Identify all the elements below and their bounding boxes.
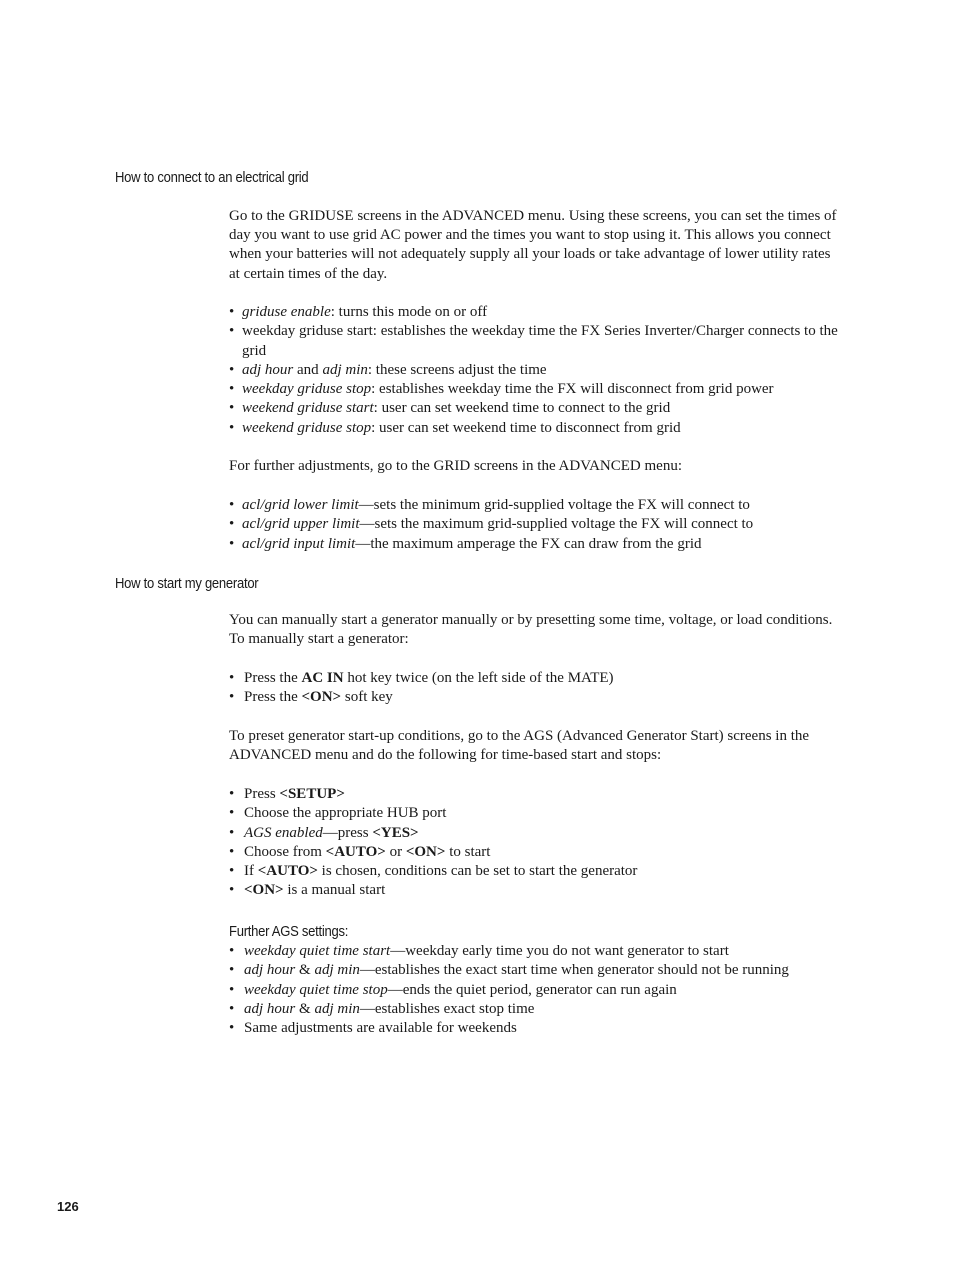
- list-item: • weekday quiet time stop—ends the quiet period, generator can run again: [229, 981, 677, 998]
- list-item: • AGS enabled—press <YES>: [229, 824, 419, 841]
- list-item: • acl/grid lower limit—sets the minimum grid-supplied voltage the FX will connect to: [229, 497, 750, 513]
- generator-intro-block: [229, 611, 844, 649]
- section-heading-generator: How to start my generator: [115, 576, 259, 592]
- manual-start-list-block: [229, 669, 844, 708]
- grid-limits-list-block: [229, 496, 844, 554]
- list-item: • <ON> is a manual start: [229, 882, 386, 899]
- list-item: • Press <SETUP>: [229, 786, 345, 802]
- grid-further-block: [229, 457, 844, 476]
- list-item: • Choose the appropriate HUB port: [229, 805, 447, 822]
- list-item: • Press the AC IN hot key twice (on the left side of the MATE): [229, 670, 614, 686]
- grid-further-paragraph: For further adjustments, go to the GRID screens in the ADVANCED menu:: [229, 458, 682, 474]
- list-item: • griduse enable: turns this mode on or off: [229, 304, 488, 320]
- ags-settings-list: [229, 942, 844, 1038]
- preset-list-block: [229, 785, 844, 901]
- list-item: • adj hour and adj min: these screens adjust the time: [229, 361, 547, 378]
- ags-settings-heading: Further AGS settings:: [229, 924, 349, 940]
- list-item: • Press the <ON> soft key: [229, 689, 393, 706]
- grid-intro-block: [229, 207, 844, 284]
- grid-intro-paragraph: Go to the GRIDUSE screens in the ADVANCED menu. Using these screens, you can set the times of day you want to use grid AC power and the times you want to stop using it. This allows you connect when your batteries will not adequately supply all your loads or take advantage of lower utility rates at certain times of the day.: [229, 208, 837, 282]
- grid-limits-list: [229, 496, 844, 554]
- list-item: • If <AUTO> is chosen, conditions can be set to start the generator: [229, 863, 638, 880]
- list-item: • Choose from <AUTO> or <ON> to start: [229, 843, 491, 860]
- page-number: 126: [57, 1199, 79, 1214]
- list-item: • weekday griduse start: establishes the weekday time the FX Series Inverter/Charger connects to the grid: [229, 323, 838, 359]
- ags-settings-block: [229, 923, 844, 1038]
- list-item: • weekday quiet time start—weekday early time you do not want generator to start: [229, 943, 729, 959]
- griduse-list-block: [229, 303, 844, 438]
- list-item: • acl/grid upper limit—sets the maximum grid-supplied voltage the FX will connect to: [229, 516, 754, 533]
- list-item: • weekend griduse stop: user can set weekend time to disconnect from grid: [229, 419, 681, 436]
- preset-intro-paragraph: To preset generator start-up conditions, go to the AGS (Advanced Generator Start) screens in the ADVANCED menu and do the following for time-based start and stops:: [229, 728, 810, 764]
- list-item: • weekend griduse start: user can set weekend time to connect to the grid: [229, 400, 671, 417]
- list-item: • Same adjustments are available for weekends: [229, 1020, 517, 1037]
- list-item: • acl/grid input limit—the maximum amperage the FX can draw from the grid: [229, 535, 702, 552]
- griduse-list: [229, 303, 844, 438]
- list-item: • adj hour & adj min—establishes exact stop time: [229, 1000, 535, 1017]
- section-heading-grid: How to connect to an electrical grid: [115, 170, 309, 186]
- generator-intro-paragraph: You can manually start a generator manually or by presetting some time, voltage, or load conditions. To manually start a generator:: [229, 612, 833, 648]
- preset-intro-block: [229, 727, 844, 765]
- list-item: • weekday griduse stop: establishes weekday time the FX will disconnect from grid power: [229, 381, 774, 398]
- list-item: • adj hour & adj min—establishes the exact start time when generator should not be running: [229, 962, 789, 979]
- manual-start-list: [229, 669, 844, 708]
- preset-list: [229, 785, 844, 901]
